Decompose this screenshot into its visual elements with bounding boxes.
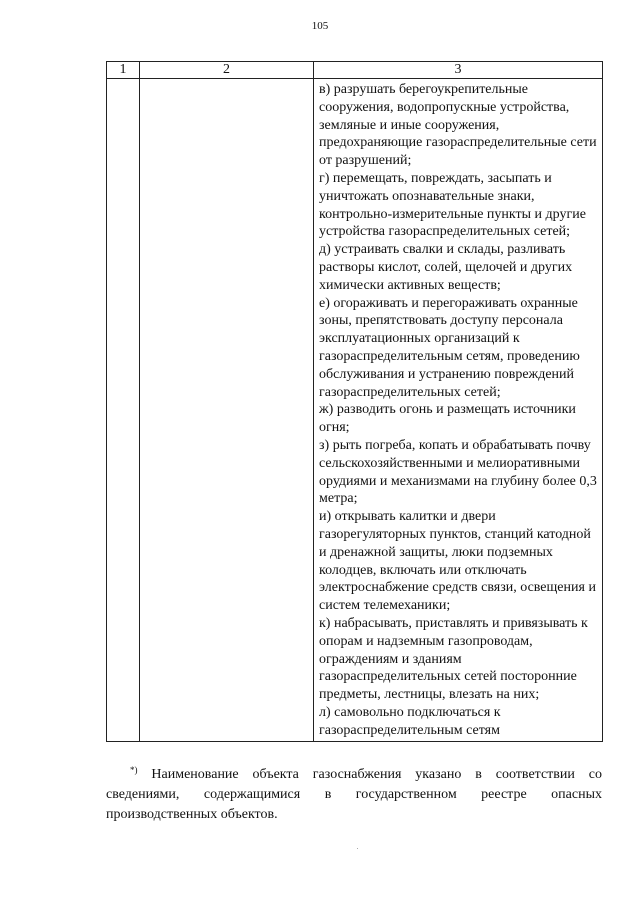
requirements-table [106,61,603,742]
list-item: л) самовольно подключаться к газораспределительным сетям [319,704,501,738]
list-item: з) рыть погреба, копать и обрабатывать почву сельскохозяйственными и мелиоративными орудиями и механизмами на глубину более 0,3 метра; [319,437,597,507]
list-item: и) открывать калитки и двери газорегуляторных пунктов, станций катодной и дренажной защиты, люки подземных колодцев, включать или отключать электроснабжение средств связи, освещения и систем телемеханики; [319,509,596,614]
footnote-marker: *) [130,765,138,775]
footnote [106,760,602,825]
list-item: в) разрушать берегоукрепительные сооружения, водопропускные устройства, земляные и иные сооружения, предохраняющие газораспределительные сети от разрушений; [319,82,597,169]
table-header-row [107,62,603,79]
list-item: д) устраивать свалки и склады, разливать растворы кислот, солей, щелочей и других химически активных веществ; [319,242,573,293]
table-cell-col3 [314,79,603,742]
footnote-text: Наименование объекта газоснабжения указано в соответствии со сведениями, содержащимися в государственном реестре опасных производственных объектов. [106,767,602,822]
table-cell-col2 [140,79,314,742]
page-number: 105 [311,20,329,32]
scan-speck [357,848,358,849]
list-item: г) перемещать, повреждать, засыпать и уничтожать опознавательные знаки, контрольно-измерительные пункты и другие устройства газораспределительных сетей; [319,170,586,240]
list-item: е) огораживать и перегораживать охранные зоны, препятствовать доступу персонала эксплуатационных организаций к газораспределительным сетям, проведению обслуживания и устранению повреждений газораспределительных сетей; [319,295,580,400]
column-header-2: 2 [140,62,314,79]
table-cell-col1 [107,79,140,742]
column-header-1: 1 [107,62,140,79]
table-row [107,79,603,742]
list-item: ж) разводить огонь и размещать источники огня; [319,402,576,436]
list-item: к) набрасывать, приставлять и привязывать к опорам и надземным газопроводам, ограждениям и зданиям газораспределительных сетей посторонние предметы, лестницы, влезать на них; [319,615,588,703]
column-header-3: 3 [314,62,603,79]
